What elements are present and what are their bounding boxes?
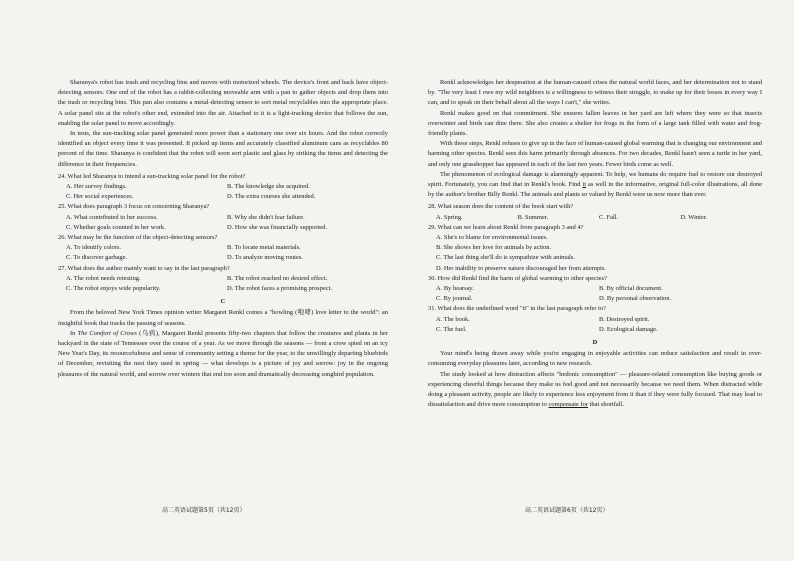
underlined-phrase: compensate for — [548, 401, 589, 409]
question-stem: 25. What does paragraph 3 focus on concerning Sharanya? — [58, 203, 210, 211]
option-d: D. Her inability to preserve nature discouraged her from attempts. — [436, 264, 606, 272]
option-a: A. Her survey findings. — [66, 183, 127, 191]
option-c: C. Fall. — [599, 213, 619, 221]
question-stem: 28. What season does the content of the book start with? — [428, 203, 574, 211]
option-b: B. Summer. — [517, 213, 549, 221]
right-page-column — [428, 78, 762, 411]
question-30 — [428, 274, 762, 305]
question-28 — [428, 202, 762, 222]
option-a: A. By hearsay. — [436, 285, 474, 293]
option-c: C. Her social experiences. — [66, 193, 134, 201]
option-d: D. By personal observation. — [599, 295, 672, 303]
option-c: C. The robot enjoys wide popularity. — [66, 285, 161, 293]
passage-b-paragraph: Sharanya's robot has trash and recycling bins and moves with motorized wheels. The device's front and back have object-detecting sensors. One end of the robot has a rabbit-collecting moveable arm with a pan to gather objects and drop them into the trash or recycling bins. This pan also contains a metal-detecting sensor to sort metal recyclables into the appropriate place. A solar panel sits at the robot's other end, extended into the air. Attached to it is a light-tracking device that follows the sun, enabling the solar panel to move accordingly. — [58, 79, 388, 127]
passage-c-paragraph: In The Comfort of Crows (乌鸦), Margaret Renkl presents fifty-two chapters that follow the creatures and plants in her backyard in the state of Tennessee over the course of a year. As we move through the seasons — from a crow spied on an icy New Year's Day, its resourcefulness and sense of community setting a theme for the year, to the unwillingly departing bluebirds of December, revisiting the nest they used in spring — what develops is a picture of joy and sorrow: joy in the ongoing pleasures of the natural world, and sorrow over winters that end too soon and dramatically decreasing songbird population. — [58, 329, 388, 378]
question-31 — [428, 304, 762, 335]
option-c: C. The last thing she'll do is sympathize with animals. — [436, 254, 575, 262]
option-b: B. She shows her love for animals by action. — [436, 244, 552, 252]
option-a: A. She's to blame for environmental issues. — [436, 234, 548, 242]
passage-b-paragraph: In tests, the sun-tracking solar panel generated more power than a stationary one over six hours. And the robot correctly identified an object every time it was presented. It picked up items and accurately classified aluminum cans as recyclables 80 percent of the time. Sharanya is confident that the robot will soon sort plastic and glass by striking the items and detecting the difference in their frequencies. — [58, 130, 388, 168]
option-b: B. By official document. — [599, 285, 663, 293]
question-29 — [428, 223, 762, 274]
question-stem: 26. What may be the function of the object-detecting sensors? — [58, 234, 218, 242]
question-26 — [58, 233, 388, 264]
option-c: C. To discover garbage. — [66, 254, 128, 262]
section-heading-d: D — [592, 339, 598, 347]
passage-c-paragraph: Renkl acknowledges her desperation at the human-caused crises the natural world faces, and her determination not to stand by. "The very least I owe my wild neighbors is a willingness to witness their struggle, to make up for their losses in every way I can, and to speak on their behalf about all the ways I can't," she writes. — [428, 79, 762, 107]
option-c: C. By journal. — [436, 295, 473, 303]
passage-d-paragraph: The study looked at how distraction affects "hedonic consumption" — pleasure-related consumption like buying goods or experiencing cheerful things because they make us feel good and not necessarily because we need them. When distracted while doing a pleasant activity, people are likely to experience less enjoyment from it than if they were fully focused. That may lead to dissatisfaction and drive more consumption to compensate for that shortfall. — [428, 370, 762, 409]
page-footer-left: 高二英语试题第5页（共12页） — [162, 507, 246, 514]
option-a: A. Spring. — [436, 213, 463, 221]
option-d: D. Ecological damage. — [599, 325, 658, 333]
passage-c-paragraph: From the beloved New York Times opinion writer Margaret Renkl comes a "howling (咆哮) love letter to the world": an insightful book that tracks the passing of seasons. — [58, 309, 388, 327]
passage-c-paragraph: The phenomenon of ecological damage is alarmingly apparent. To help, we humans do require fuel to restore our destroyed spirit. Fortunately, you can find that in Renkl's book. Find it as well in the informative, original full-color illustrations, all done by the author's brother Billy Renkl. The animals and plants so valued by Renkl were us now more than ever. — [428, 170, 762, 199]
question-24 — [58, 172, 388, 203]
option-a: A. The book. — [436, 315, 470, 323]
option-c: C. The fuel. — [436, 325, 467, 333]
left-page-column — [58, 78, 388, 380]
passage-c-paragraph: Renkl makes good on that commitment. She ensures fallen leaves in her yard are left where they were so that insects overwinter and birds can dine there. She also creates a shelter for frogs in the form of a large tank filled with water and frog-friendly plants. — [428, 109, 762, 138]
option-d: D. To analyze moving routes. — [227, 254, 303, 262]
passage-d-paragraph: Your mind's being drawn away while you're engaging in enjoyable activities can reduce satisfaction and result in over-consuming everyday pleasures later, according to new research. — [428, 350, 762, 368]
option-d: D. The robot faces a promising prospect. — [227, 285, 332, 293]
option-c: C. Whether goals counted in her work. — [66, 223, 166, 231]
question-stem: 29. What can we learn about Renkl from paragraph 3 and 4? — [428, 223, 584, 231]
option-d: D. How she was financially supported. — [227, 223, 327, 231]
option-b: B. To locate metal materials. — [227, 244, 301, 252]
book-title: The Comfort of Crows — [77, 329, 137, 337]
option-d: D. Winter. — [680, 213, 708, 221]
option-b: B. Destroyed spirit. — [599, 315, 650, 323]
option-b: B. Why she didn't fear failure. — [227, 213, 305, 221]
question-stem: 31. What does the underlined word "it" in the last paragraph refer to? — [428, 305, 606, 313]
page-footer-right: 高二英语试题第6页（共12页） — [525, 507, 609, 514]
option-b: B. The robot reached no desired effect. — [227, 274, 328, 282]
passage-c-paragraph: With these steps, Renkl refuses to give up in the face of human-caused global warming that is changing our environment and harming other species. Renkl sees this harm primarily through absences. For two decades, Renkl hasn't seen a turtle in her yard, and only one grasshopper has appeared in each of the last two years. Fewer birds come as well. — [428, 140, 762, 168]
section-heading-c: C — [220, 298, 226, 306]
option-a: A. What contributed to her success. — [66, 213, 158, 221]
question-25 — [58, 202, 388, 233]
underlined-word-it: it — [582, 181, 586, 189]
option-b: B. The knowledge she acquired. — [227, 183, 310, 191]
question-stem: 27. What does the author mainly want to say in the last paragraph? — [58, 264, 230, 272]
question-stem: 24. What led Sharanya to intend a sun-tracking solar panel for the robot? — [58, 172, 246, 180]
option-a: A. The robot needs retesting. — [66, 274, 141, 282]
question-27 — [58, 264, 388, 295]
option-d: D. The extra courses she attended. — [227, 193, 316, 201]
option-a: A. To identify colors. — [66, 244, 122, 252]
question-stem: 30. How did Renkl find the harm of global warming to other species? — [428, 274, 607, 282]
